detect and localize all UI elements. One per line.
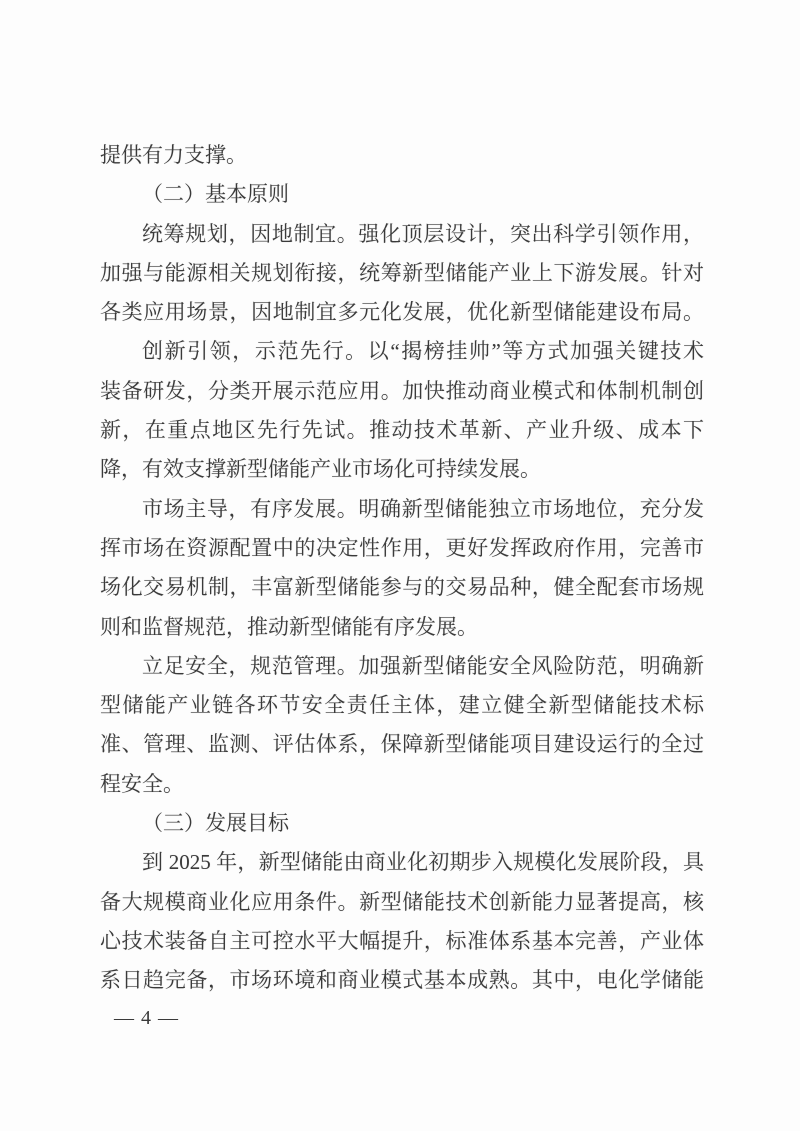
body-paragraph (100, 215, 704, 333)
text-line: 则和监督规范，推动新型储能有序发展。 (100, 614, 478, 639)
text-line: （二）基本原则 (142, 182, 289, 207)
body-paragraph (100, 332, 704, 489)
text-line: 型储能产业链各环节安全责任主体，建立健全新型储能技术标 (100, 693, 704, 718)
text-line: 立足安全，规范管理。加强新型储能安全风险防范，明确新 (142, 653, 704, 678)
text-line: 提供有力支撑。 (100, 143, 247, 167)
section-heading (100, 175, 704, 214)
text-line: 准、管理、监测、评估体系，保障新型储能项目建设运行的全过 (100, 732, 704, 757)
body-paragraph (100, 843, 704, 1000)
text-line: 创新引领，示范先行。以“揭榜挂帅”等方式加强关键技术 (142, 339, 704, 364)
text-line: 统筹规划，因地制宜。强化顶层设计，突出科学引领作用， (142, 221, 704, 246)
text-line: 市场主导，有序发展。明确新型储能独立市场地位，充分发 (142, 496, 704, 521)
text-line: 降，有效支撑新型储能产业市场化可持续发展。 (100, 457, 541, 482)
body-continuation (100, 136, 704, 175)
text-line: （三）发展目标 (142, 811, 289, 836)
text-line: 心技术装备自主可控水平大幅提升，标准体系基本完善，产业体 (100, 928, 704, 953)
body-paragraph (100, 490, 704, 647)
page-number: — 4 — (114, 1007, 179, 1029)
text-line: 新，在重点地区先行先试。推动技术革新、产业升级、成本下 (100, 418, 704, 443)
text-line: 系日趋完备，市场环境和商业模式基本成熟。其中，电化学储能 (100, 968, 704, 993)
text-line: 备大规模商业化应用条件。新型储能技术创新能力显著提高，核 (100, 889, 704, 914)
text-line: 各类应用场景，因地制宜多元化发展，优化新型储能建设布局。 (100, 300, 704, 325)
text-line: 装备研发，分类开展示范应用。加快推动商业模式和体制机制创 (100, 378, 704, 403)
text-line: 到 2025 年，新型储能由商业化初期步入规模化发展阶段，具 (142, 850, 704, 875)
body-paragraph (100, 647, 704, 804)
text-line: 挥市场在资源配置中的决定性作用，更好发挥政府作用，完善市 (100, 535, 704, 560)
text-line: 加强与能源相关规划衔接，统筹新型储能产业上下游发展。针对 (100, 260, 704, 285)
text-line: 程安全。 (100, 771, 184, 796)
document-body (100, 136, 704, 1001)
section-heading (100, 804, 704, 843)
text-line: 场化交易机制，丰富新型储能参与的交易品种，健全配套市场规 (100, 575, 704, 600)
